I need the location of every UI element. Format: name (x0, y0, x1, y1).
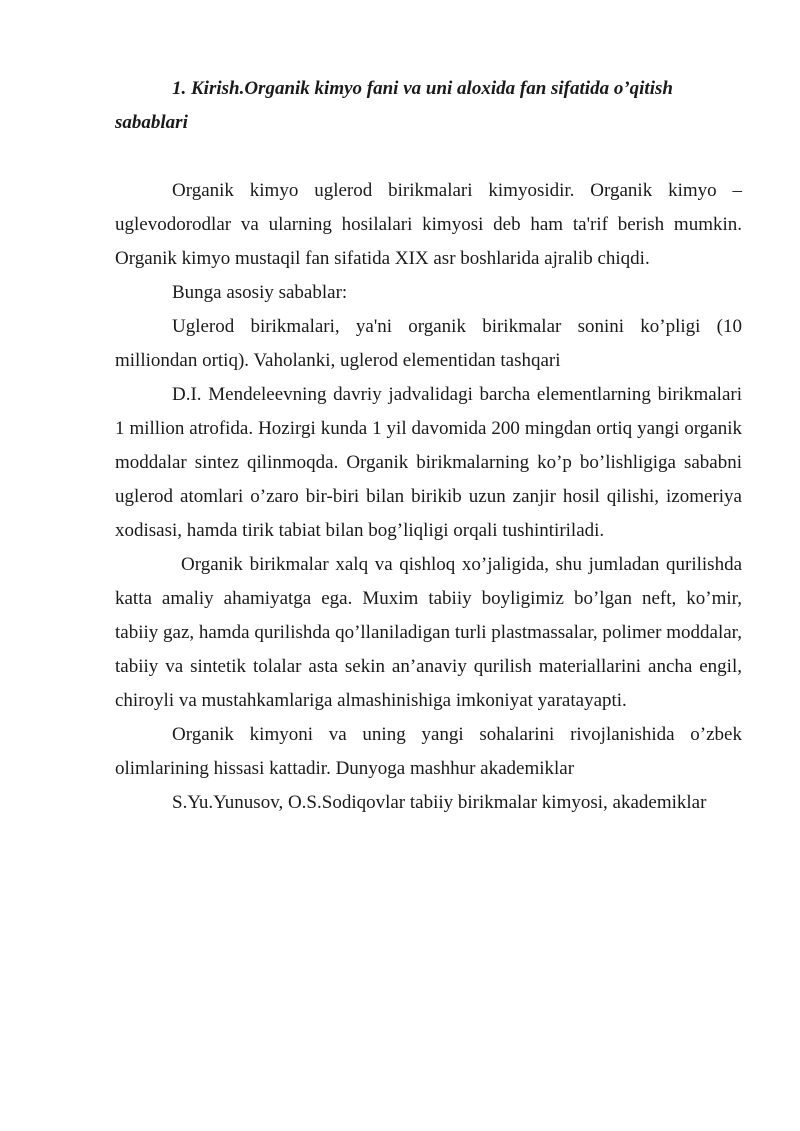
section-title: 1. Kirish.Organik kimyo fani va uni aloxida fan sifatida o’qitish sabablari (115, 78, 673, 133)
paragraph-academicians: S.Yu.Yunusov, O.S.Sodiqovlar tabiiy birikmalar kimyosi, akademiklar (172, 792, 707, 813)
paragraph-reasons-intro: Bunga asosiy sabablar: (172, 282, 348, 303)
document-page (115, 72, 742, 820)
paragraph-applications: Organik birikmalar xalq va qishloq xo’jaligida, shu jumladan qurilishda katta amaliy ahamiyatga ega. Muxim tabiiy boyligimiz bo’lgan neft, ko’mir, tabiiy gaz, hamda qurilishda qo’llaniladigan turli plastmassalar, polimer moddalar, tabiiy va sintetik tolalar asta sekin an’anaviy qurilish materiallarini ancha engil, chiroyli va mustahkamlariga almashinishiga imkoniyat yaratayapti. (115, 554, 742, 711)
paragraph-definition: Organik kimyo uglerod birikmalari kimyosidir. Organik kimyo – uglevodorodlar va ularning hosilalari kimyosi deb ham ta'rif berish mumkin. Organik kimyo mustaqil fan sifatida XIX asr boshlarida ajralib chiqdi. (115, 180, 742, 269)
paragraph-carbon-compounds: Uglerod birikmalari, ya'ni organik birikmalar sonini ko’pligi (10 milliondan ortiq). Vaholanki, uglerod elementidan tashqari (115, 316, 742, 371)
paragraph-mendeleev: D.I. Mendeleevning davriy jadvalidagi barcha elementlarning birikmalari 1 million atrofida. Hozirgi kunda 1 yil davomida 200 mingdan ortiq yangi organik moddalar sintez qilinmoqda. Organik birikmalarning ko’p bo’lishligiga sababni uglerod atomlari o’zaro bir-biri bilan birikib uzun zanjir hosil qilishi, izomeriya xodisasi, hamda tirik tabiat bilan bog’liqligi orqali tushintiriladi. (115, 384, 742, 541)
paragraph-uzbek-scientists: Organik kimyoni va uning yangi sohalarini rivojlanishida o’zbek olimlarining hissasi kattadir. Dunyoga mashhur akademiklar (115, 724, 742, 779)
